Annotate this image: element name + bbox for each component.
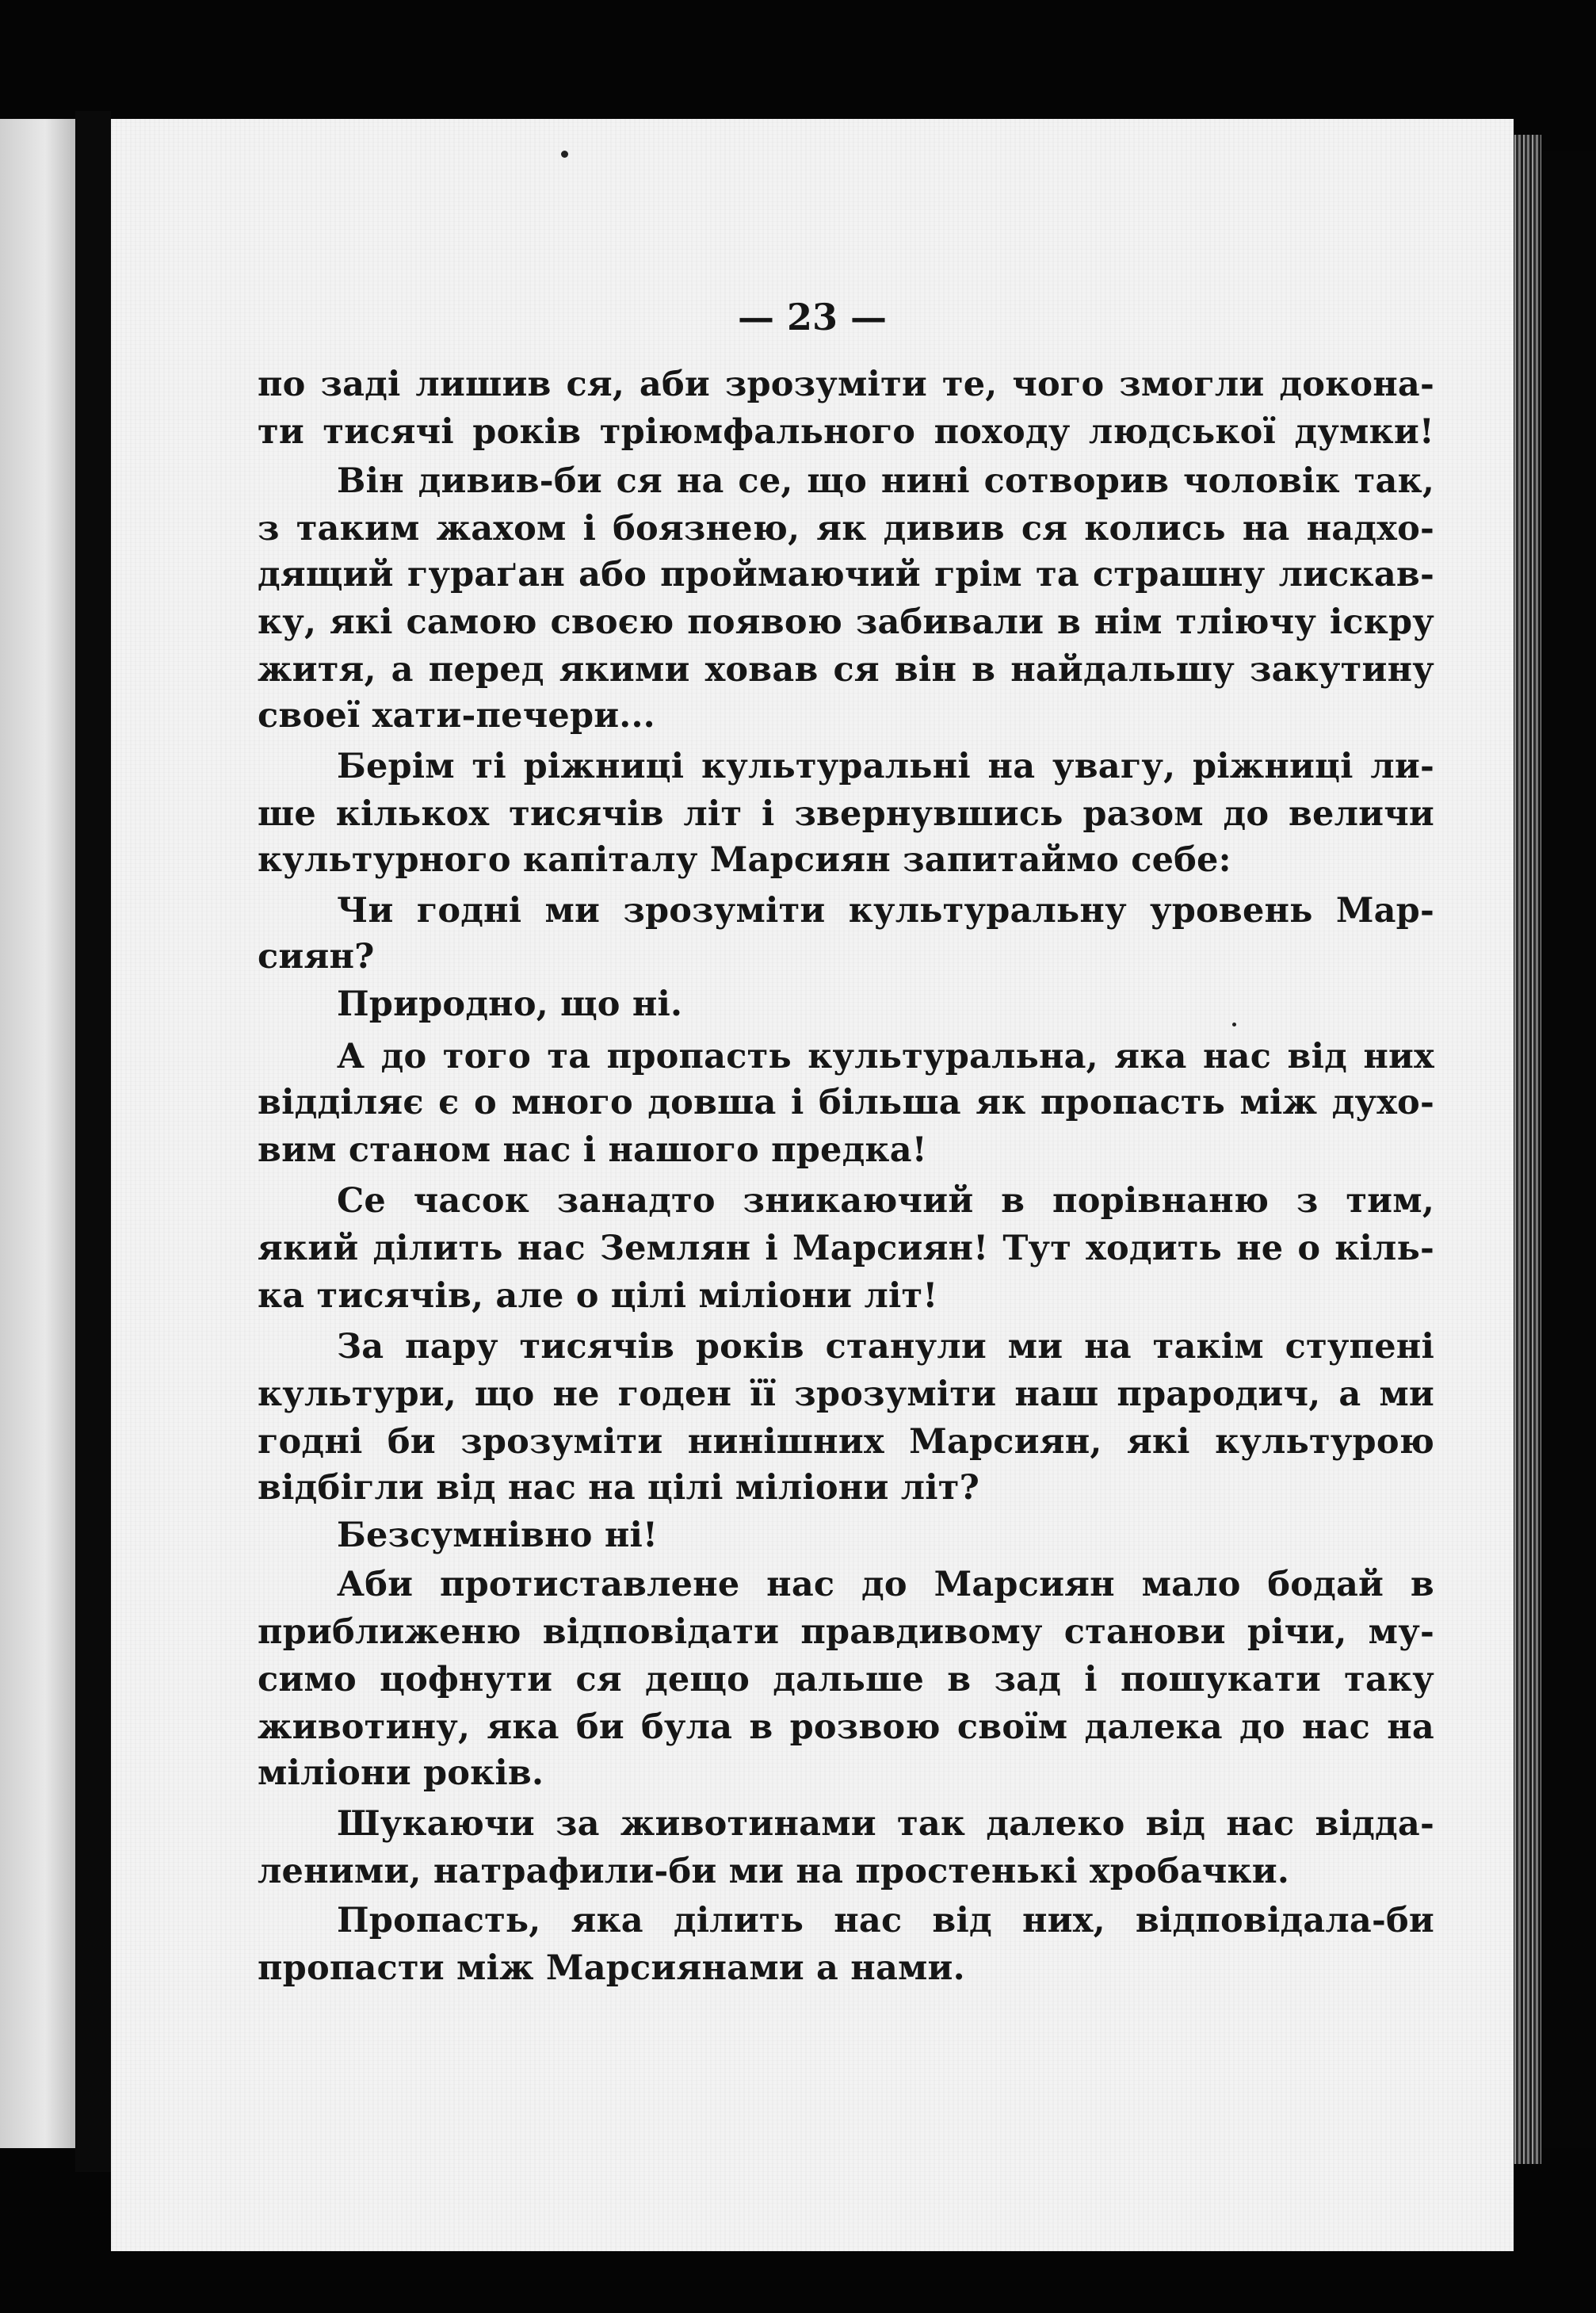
text-line: культури, що не годен її зрозуміти наш прародич, а ми bbox=[258, 1374, 1434, 1414]
scan-border-right bbox=[1541, 151, 1596, 2148]
left-page-edge bbox=[0, 119, 75, 2148]
text-line: Безсумнівно ні! bbox=[337, 1516, 659, 1555]
specks bbox=[1232, 1023, 1236, 1027]
text-line: житя, а перед якими ховав ся він в найдальшу закутину bbox=[258, 650, 1434, 690]
text-line: ше кількох тисячів літ і звернувшись разом до величи bbox=[258, 794, 1434, 834]
text-line: годні би зрозуміти нинішних Марсиян, які культурою bbox=[258, 1422, 1434, 1462]
text-line: дящий гураґан або проймаючий грім та страшну лискав- bbox=[258, 555, 1434, 594]
text-line: Природно, що ні. bbox=[337, 984, 683, 1024]
text-line: Берім ті ріжниці культуральні на увагу, ріжниці ли- bbox=[337, 747, 1434, 786]
text-line: культурного капіталу Марсиян запитаймо себе: bbox=[258, 840, 1231, 880]
text-line: Він дивив-би ся на се, що нині сотворив чоловік так, bbox=[337, 461, 1434, 501]
text-line: Се часок занадто зникаючий в порівнаню з тим, bbox=[337, 1181, 1434, 1221]
text-line: відбігли від нас на цілі міліони літ? bbox=[258, 1468, 980, 1508]
book-gutter bbox=[75, 111, 111, 2172]
text-line: симо цофнути ся дещо дальше в зад і пошукати таку bbox=[258, 1660, 1434, 1699]
text-line: животину, яка би була в розвою своїм далека до нас на bbox=[258, 1707, 1434, 1747]
page-number: — 23 — bbox=[737, 296, 888, 338]
text-line: міліони років. bbox=[258, 1753, 544, 1793]
text-line: леними, натрафили-би ми на простенькі хробачки. bbox=[258, 1852, 1290, 1891]
text-line: сиян? bbox=[258, 937, 375, 977]
text-line: по заді лишив ся, аби зрозуміти те, чого змогли докона- bbox=[258, 365, 1434, 404]
text-line: Аби протиставлене нас до Марсиян мало бодай в bbox=[337, 1565, 1434, 1604]
text-line: ти тисячі років тріюмфального походу людської думки! bbox=[258, 412, 1434, 452]
text-line: Чи годні ми зрозуміти культуральну уровень Мар- bbox=[337, 891, 1434, 931]
text-line: вим станом нас і нашого предка! bbox=[258, 1130, 927, 1170]
text-line: За пару тисячів років станули ми на такім ступені bbox=[337, 1327, 1434, 1367]
text-line: пропасти між Марсиянами а нами. bbox=[258, 1948, 965, 1988]
specks bbox=[561, 151, 568, 158]
text-line: Шукаючи за животинами так далеко від нас відда- bbox=[337, 1804, 1434, 1844]
text-line: Пропасть, яка ділить нас від них, відповідала-би bbox=[337, 1901, 1434, 1940]
text-line: відділяє є о много довша і більша як пропасть між духо- bbox=[258, 1083, 1434, 1122]
text-line: ка тисячів, але о цілі міліони літ! bbox=[258, 1276, 938, 1316]
text-line: своеї хати-печери... bbox=[258, 696, 655, 736]
text-line: А до того та пропасть культуральна, яка нас від них bbox=[337, 1037, 1434, 1076]
text-line: який ділить нас Землян і Марсиян! Тут ходить не о кіль- bbox=[258, 1229, 1434, 1268]
page-stack-edge bbox=[1510, 135, 1541, 2164]
text-line: з таким жахом і боязнею, як дивив ся колись на надхо- bbox=[258, 509, 1434, 549]
text-line: ку, які самою своєю появою забивали в нім тліючу іскру bbox=[258, 602, 1434, 642]
book-page bbox=[111, 119, 1514, 2251]
text-line: приближеню відповідати правдивому станови річи, му- bbox=[258, 1612, 1434, 1652]
